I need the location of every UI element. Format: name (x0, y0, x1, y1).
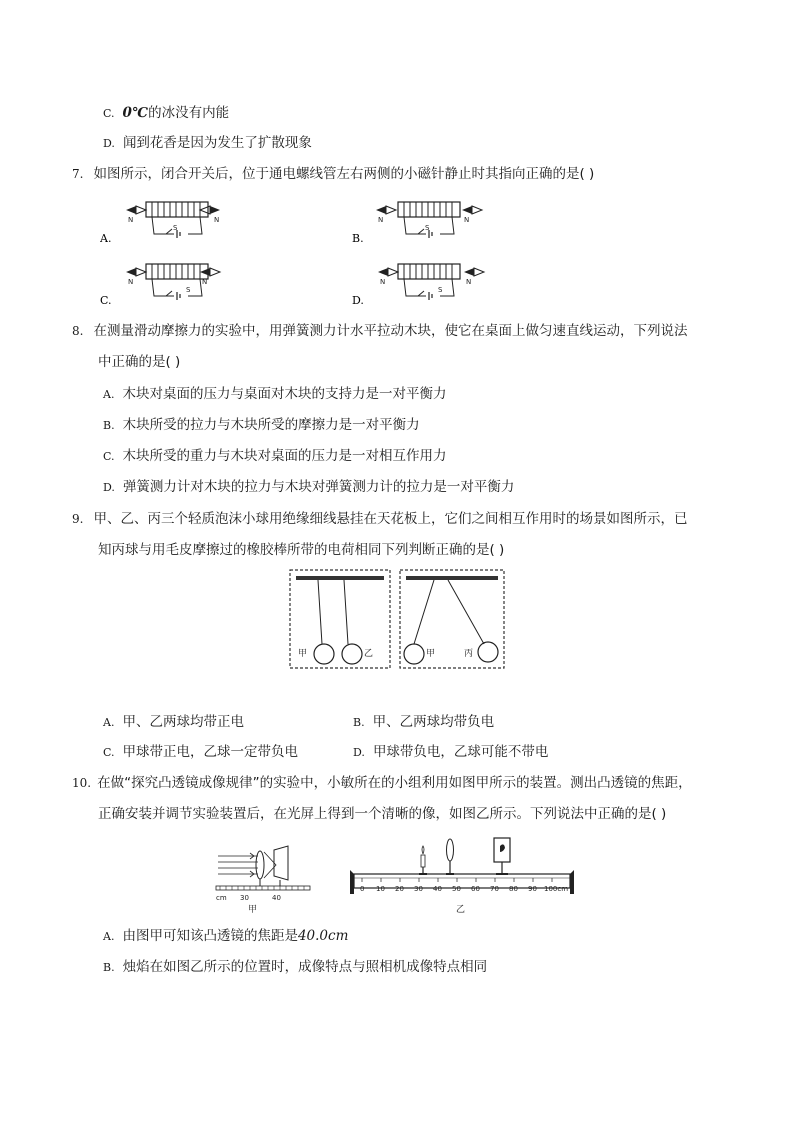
label-bing: 丙 (464, 649, 474, 659)
option-text: 甲、乙两球均带正电 (122, 714, 244, 730)
q10-fig-yi-optical-bench (346, 834, 580, 918)
ruler-tick-30: 30 (240, 894, 249, 902)
label-yi: 乙 (364, 649, 374, 659)
q9-option-d (353, 743, 548, 762)
option-text: 甲、乙两球均带负电 (372, 714, 495, 730)
bench-tick-60: 60 (471, 885, 480, 893)
n-pole-left: N (128, 278, 134, 286)
option-letter: A. (103, 930, 115, 943)
option-d-letter: D. (352, 294, 364, 307)
question-number: 7. (72, 167, 84, 181)
n-pole-left: N (128, 216, 134, 224)
q9-charged-balls-figure (288, 568, 508, 672)
bench-tick-50: 50 (452, 885, 461, 893)
q8-stem-line2: 中正确的是( ) (98, 354, 181, 370)
question-text: 在测量滑动摩擦力的实验中，用弹簧测力计水平拉动木块，使它在桌面上做匀速直线运动，下列说法 (93, 323, 688, 339)
n-pole-right: N (202, 278, 208, 286)
question-number: 10. (72, 776, 92, 790)
option-text: 甲球带正电，乙球一定带负电 (122, 744, 299, 760)
focal-length-value: 40.0cm (297, 928, 349, 944)
q9-option-b (353, 713, 494, 732)
option-text: 木块所受的重力与木块对桌面的压力是一对相互作用力 (122, 448, 447, 464)
q10-fig-jia-focal-length (214, 836, 314, 916)
label-jia: 甲 (298, 649, 308, 659)
option-letter: C. (103, 107, 115, 120)
zero-celsius: 0℃ (122, 105, 149, 121)
q10-option-b (103, 958, 487, 977)
switch-label: S (173, 224, 178, 232)
option-text: 弹簧测力计对木块的拉力与木块对弹簧测力计的拉力是一对平衡力 (122, 479, 515, 495)
n-pole-left: N (380, 278, 386, 286)
option-letter: D. (353, 746, 365, 759)
q6-option-c (103, 104, 229, 123)
q8-option-c (103, 447, 447, 466)
q7-stem (72, 165, 594, 183)
q9-option-a (103, 713, 244, 732)
option-b-letter: B. (352, 232, 364, 245)
question-number: 8. (72, 324, 84, 338)
bench-tick-10: 10 (376, 885, 385, 893)
option-letter: D. (103, 137, 115, 150)
bench-tick-90: 90 (528, 885, 537, 893)
q9-stem-line2: 知丙球与用毛皮摩擦过的橡胶棒所带的电荷相同下列判断正确的是( ) (98, 542, 505, 558)
option-letter: B. (353, 716, 365, 729)
option-a-figure (126, 202, 220, 238)
option-letter: A. (103, 388, 115, 401)
switch-label: S (186, 286, 191, 294)
bench-tick-30: 30 (414, 885, 423, 893)
option-letter: C. (103, 450, 115, 463)
option-text: 木块对桌面的压力与桌面对木块的支持力是一对平衡力 (122, 386, 447, 402)
q9-option-c (103, 743, 298, 762)
n-pole-right: N (466, 278, 472, 286)
option-letter: B. (103, 961, 115, 974)
fig-caption-yi: 乙 (456, 905, 466, 915)
option-letter: B. (103, 419, 115, 432)
bench-tick-80: 80 (509, 885, 518, 893)
q8-option-a (103, 385, 446, 404)
option-letter: C. (103, 746, 115, 759)
option-d-figure (378, 264, 484, 300)
question-text: 如图所示，闭合开关后，位于通电螺线管左右两侧的小磁针静止时其指向正确的是( ) (93, 166, 595, 182)
option-text: 由图甲可知该凸透镜的焦距是 (122, 928, 298, 944)
option-text: 烛焰在如图乙所示的位置时，成像特点与照相机成像特点相同 (122, 959, 488, 975)
q10-stem-line2: 正确安装并调节实验装置后，在光屏上得到一个清晰的像，如图乙所示。下列说法中正确的是( ) (98, 806, 667, 822)
q8-stem-line1 (72, 322, 687, 340)
question-text: 在做“探究凸透镜成像规律”的实验中，小敏所在的小组利用如图甲所示的装置。测出凸透镜的焦距， (97, 775, 692, 791)
n-pole-left: N (378, 216, 384, 224)
question-text: 甲、乙、丙三个轻质泡沫小球用绝缘细线悬挂在天花板上，它们之间相互作用时的场景如图所示，已 (93, 511, 688, 527)
option-a-letter: A. (100, 232, 112, 245)
bench-tick-40: 40 (433, 885, 442, 893)
q8-option-d (103, 478, 514, 497)
option-text: 的冰没有内能 (148, 105, 230, 121)
q10-option-a (103, 927, 348, 946)
q7-solenoid-figures (100, 192, 520, 310)
option-letter: D. (103, 481, 115, 494)
label-jia-2: 甲 (426, 649, 436, 659)
ruler-tick-40: 40 (272, 894, 281, 902)
bench-tick-0: 0 (360, 885, 365, 893)
q9-stem-line1 (72, 510, 687, 528)
n-pole-right: N (464, 216, 470, 224)
bench-tick-20: 20 (395, 885, 404, 893)
question-number: 9. (72, 512, 84, 526)
q10-stem-line1 (72, 774, 692, 792)
n-pole-right: N (214, 216, 220, 224)
bench-tick-100cm: 100cm (544, 885, 569, 893)
fig-caption-jia: 甲 (248, 905, 258, 915)
option-c-letter: C. (100, 294, 112, 307)
option-text: 甲球带负电，乙球可能不带电 (372, 744, 549, 760)
q8-option-b (103, 416, 420, 435)
q6-option-d (103, 134, 312, 153)
option-text: 木块所受的拉力与木块所受的摩擦力是一对平衡力 (122, 417, 420, 433)
option-text: 闻到花香是因为发生了扩散现象 (122, 135, 312, 151)
ruler-unit: cm (216, 894, 227, 902)
option-letter: A. (103, 716, 115, 729)
switch-label: S (425, 224, 430, 232)
switch-label: S (438, 286, 443, 294)
bench-tick-70: 70 (490, 885, 499, 893)
option-b-figure (376, 202, 482, 238)
option-c-figure (126, 264, 220, 300)
